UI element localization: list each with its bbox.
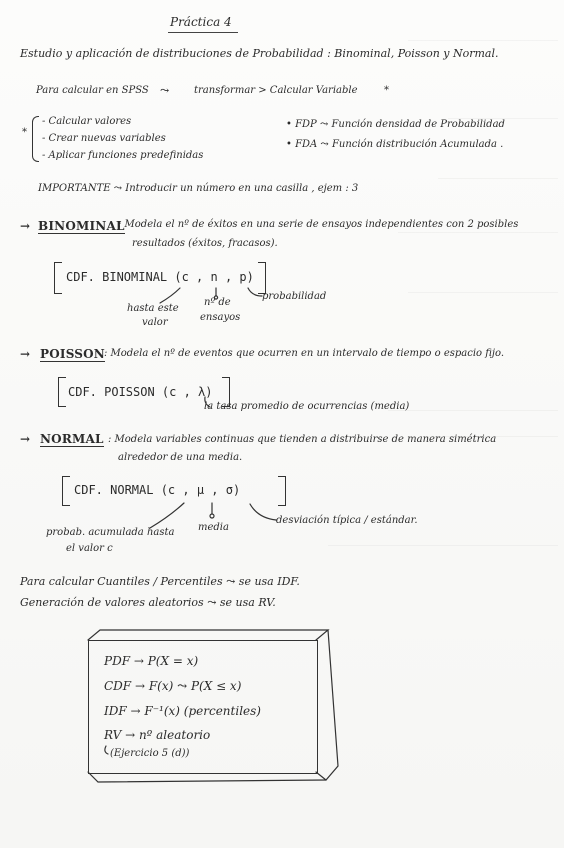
list-item-calculate: - Calcular valores: [42, 116, 132, 127]
normal-annotation-sigma: desviación típica / estándar.: [276, 515, 418, 526]
star-mark: *: [22, 127, 27, 138]
definition-fda: • FDA ⤳ Función distribución Acumulada .: [286, 139, 504, 150]
poisson-formula: CDF. POISSON (c , λ): [68, 385, 213, 399]
squiggle-arrow-icon: ⤳: [160, 84, 170, 97]
summary-box-note: (Ejercicio 5 (d)): [110, 748, 190, 759]
list-item-create: - Crear nuevas variables: [42, 133, 166, 144]
binomial-annotation-n-2: ensayos: [200, 312, 241, 323]
poisson-arrow-icon: →: [20, 347, 31, 361]
binomial-pointer-n-dot: [214, 296, 217, 299]
normal-annotation-mu: media: [198, 522, 229, 533]
spss-prefix: Para calcular en SPSS: [36, 85, 149, 96]
binomial-annotation-p: probabilidad: [262, 291, 327, 302]
poisson-pointer-lambda: [205, 397, 210, 407]
normal-description-2: alrededor de una media.: [118, 452, 243, 463]
binomial-pointer-c: [160, 288, 180, 303]
definition-fdp: • FDP ⤳ Función densidad de Probabilidad: [286, 119, 505, 130]
poisson-description: : Modela el nº de eventos que ocurren en un intervalo de tiempo o espacio fijo.: [104, 348, 505, 359]
binomial-annotation-n: nº de: [204, 297, 231, 308]
normal-pointer-c: [150, 503, 184, 528]
box-top-face: [88, 630, 328, 640]
normal-pointer-sigma: [250, 504, 276, 520]
normal-annotation-c-2: el valor c: [66, 543, 113, 554]
spss-menu-path: transformar > Calcular Variable: [194, 85, 358, 96]
quantiles-line: Para calcular Cuantiles / Percentiles ⤳ se usa IDF.: [20, 575, 300, 588]
normal-description: : Modela variables continuas que tienden a distribuirse de manera simétrica: [108, 434, 497, 445]
binomial-pointer-p: [248, 288, 262, 296]
main-heading: Estudio y aplicación de distribuciones de Probabilidad : Binominal, Poisson y Normal.: [20, 47, 499, 60]
normal-formula: CDF. NORMAL (c , μ , σ): [74, 483, 241, 497]
summary-rv: RV → nº aleatorio: [104, 728, 211, 742]
summary-idf: IDF → F⁻¹(x) (percentiles): [104, 704, 261, 718]
summary-pdf: PDF → P(X = x): [104, 654, 199, 668]
important-note: IMPORTANTE ⤳ Introducir un número en una casilla , ejem : 3: [38, 183, 359, 194]
binomial-annotation-c-2: valor: [142, 317, 168, 328]
random-values-line: Generación de valores aleatorios ⤳ se usa RV.: [20, 596, 276, 609]
asterisk-icon: *: [384, 85, 389, 96]
binomial-formula: CDF. BINOMINAL (c , n , p): [66, 270, 254, 284]
binomial-annotation-c: hasta este: [127, 303, 179, 314]
summary-cdf: CDF → F(x) ⤳ P(X ≤ x): [104, 679, 242, 693]
normal-annotation-c: probab. acumulada hasta: [46, 527, 175, 538]
box-right-face: [316, 630, 338, 780]
page-title: Práctica 4: [170, 15, 232, 29]
poisson-label: POISSON: [40, 347, 105, 361]
binomial-description-2: resultados (éxitos, fracasos).: [132, 238, 278, 249]
normal-pointer-mu-dot: [210, 514, 214, 518]
poisson-annotation-lambda: la tasa promedio de ocurrencias (media): [204, 401, 410, 412]
binomial-label: BINOMINAL: [38, 219, 125, 233]
list-item-apply: - Aplicar funciones predefinidas: [42, 150, 204, 161]
binomial-description: : Modela el nº de éxitos en una serie de ensayos independientes con 2 posibles: [118, 219, 519, 230]
normal-arrow-icon: →: [20, 432, 31, 446]
binomial-arrow-icon: →: [20, 219, 31, 233]
normal-label: NORMAL: [40, 432, 104, 446]
